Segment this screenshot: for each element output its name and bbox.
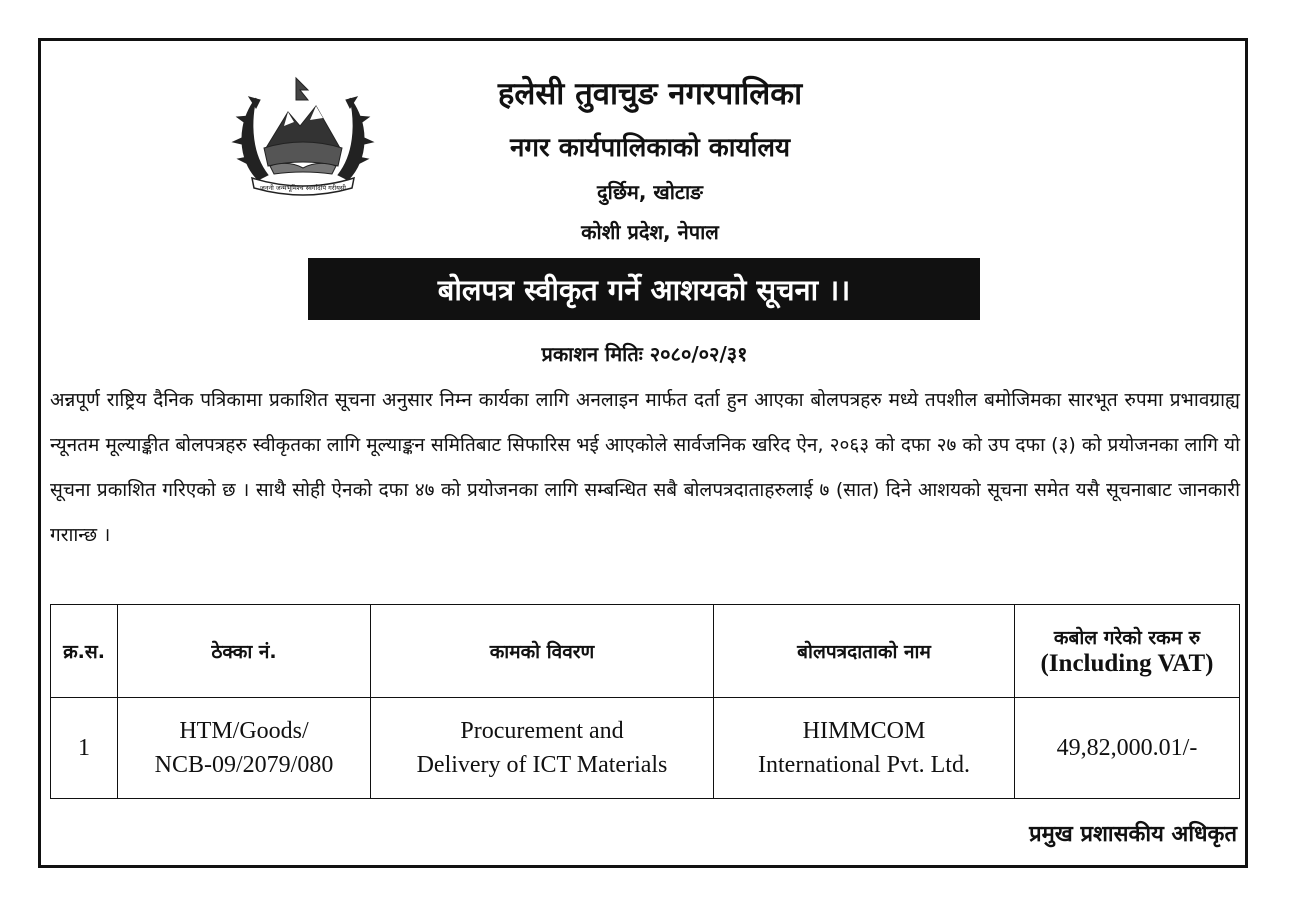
office-location: दुर्छिम, खोटाङ — [597, 180, 703, 204]
table-row — [51, 698, 1240, 799]
col-amount-line1: कबोल गरेको रकम रु — [1053, 627, 1201, 649]
cell-bidder — [714, 698, 1015, 799]
nepal-emblem-icon — [228, 70, 378, 200]
col-amount-line2: (Including VAT) — [1040, 650, 1214, 677]
cell-amount: 49,82,000.01/- — [1015, 698, 1240, 799]
col-contract-no: ठेक्का नं. — [118, 605, 371, 698]
signature-title: प्रमुख प्रशासकीय अधिकृत — [1029, 822, 1237, 847]
office-name: नगर कार्यपालिकाको कार्यालय — [509, 133, 791, 163]
col-sn: क्र.स. — [51, 605, 118, 698]
col-amount — [1015, 605, 1240, 698]
col-description: कामको विवरण — [371, 605, 714, 698]
cell-description-line2: Delivery of ICT Materials — [416, 752, 668, 778]
notice-title-banner — [308, 258, 980, 320]
cell-description — [371, 698, 714, 799]
notice-body: अन्नपूर्ण राष्ट्रिय दैनिक पत्रिकामा प्रकाशित सूचना अनुसार निम्न कार्यका लागि अनलाइन मार्फत दर्ता हुन आएका बोलपत्रहरु मध्ये तपशील बमोजिमका सारभूत रुपमा प्रभावग्राह्य न्यूनतम मूल्याङ्कीत बोलपत्रहरु स्वीकृतका लागि मूल्याङ्कन समितिबाट सिफारिस भई आएकोले सार्वजनिक खरिद ऐन, २०६३ को दफा २७ को उप दफा (३) को प्रयोजनका लागि यो सूचना प्रकाशित गरिएको छ । साथै सोही ऐनको दफा ४७ को प्रयोजनका लागि सम्बन्धित सबै बोलपत्रदाताहरुलाई ७ (सात) दिने आशयको सूचना समेत यसै सूचनाबाट जानकारी गराान्छ । — [50, 389, 1240, 546]
table-header-row — [51, 605, 1240, 698]
province: कोशी प्रदेश, नेपाल — [581, 220, 719, 244]
bid-table — [50, 604, 1240, 799]
col-bidder: बोलपत्रदाताको नाम — [714, 605, 1015, 698]
cell-description-line1: Procurement and — [460, 718, 624, 744]
notice-title: बोलपत्र स्वीकृत गर्ने आशयको सूचना ।। — [437, 272, 851, 307]
cell-bidder-line1: HIMMCOM — [802, 718, 926, 744]
cell-contract-no — [118, 698, 371, 799]
cell-contract-no-line1: HTM/Goods/ — [179, 718, 309, 744]
org-name: हलेसी तुवाचुङ नगरपालिका — [497, 76, 803, 112]
emblem-motto: जननी जन्मभूमिश्च स्वर्गादपि गरीयसी — [260, 184, 346, 192]
published-date: प्रकाशन मितिः २०८०/०२/३१ — [541, 342, 748, 366]
cell-contract-no-line2: NCB-09/2079/080 — [154, 752, 334, 778]
cell-bidder-line2: International Pvt. Ltd. — [758, 752, 970, 778]
cell-sn: 1 — [51, 698, 118, 799]
